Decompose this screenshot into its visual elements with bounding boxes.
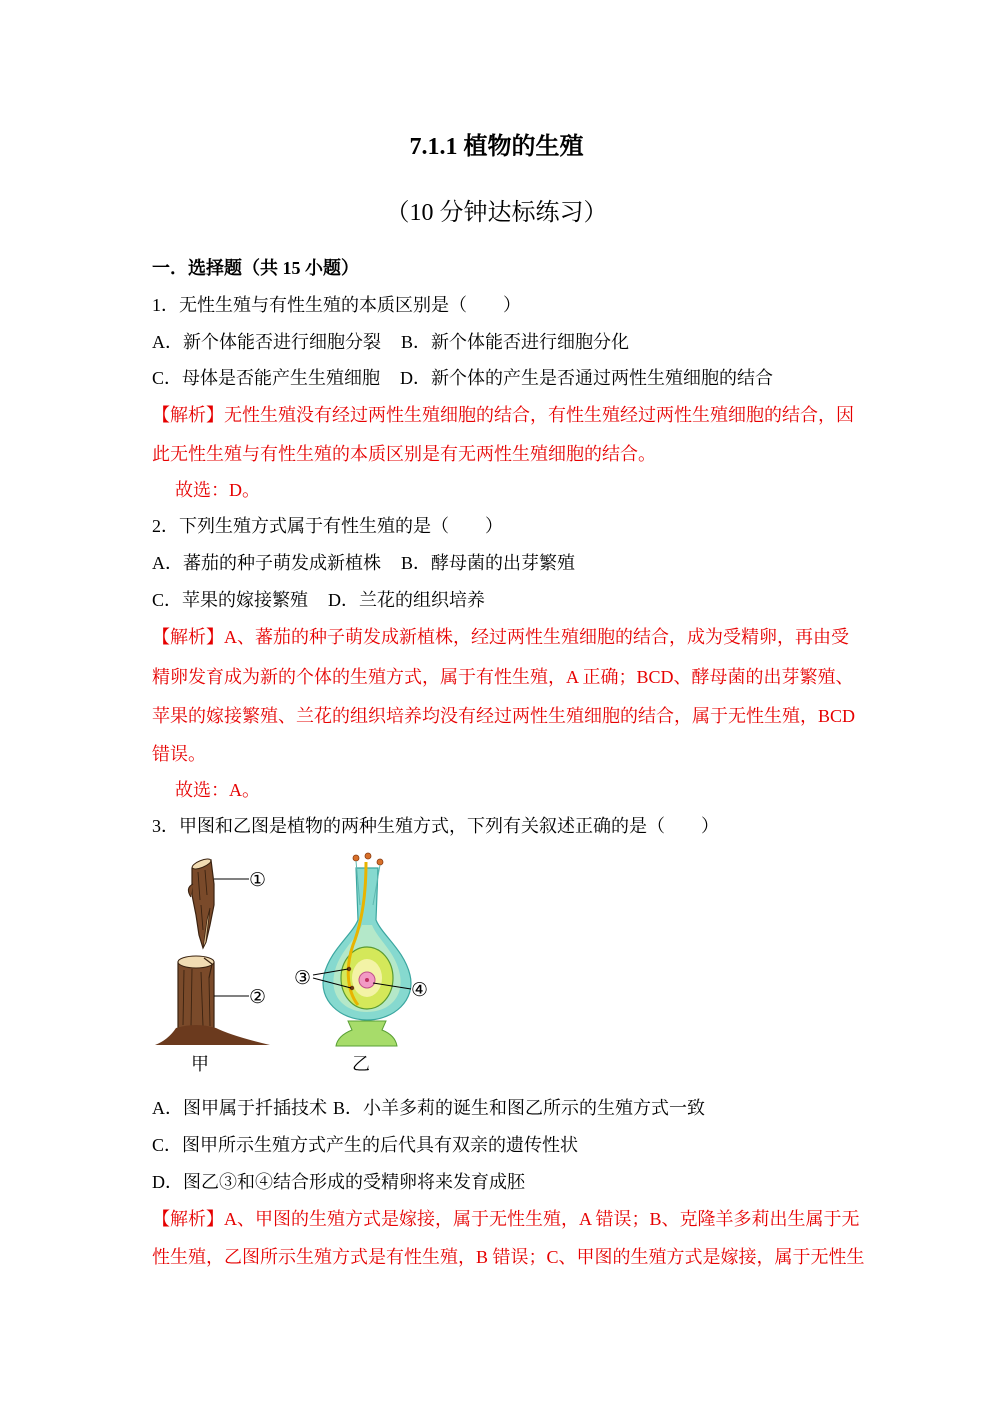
option-d: D．兰花的组织培养	[328, 590, 486, 610]
option-row	[152, 324, 845, 360]
option-a: A．蕃茄的种子萌发成新植株	[152, 553, 381, 573]
analysis-text: 无性生殖没有经过两性生殖细胞的结合，有性生殖经过两性生殖细胞的结合，因	[224, 405, 854, 425]
page-title: 7.1.1 植物的生殖	[409, 134, 584, 160]
egg-nucleus	[365, 978, 369, 982]
option-a: A．图甲属于扦插技术	[152, 1098, 327, 1118]
analysis-text: A、蕃茄的种子萌发成新植株，经过两性生殖细胞的结合，成为受精卵，再由受	[224, 627, 849, 647]
figure-yi	[294, 853, 428, 1075]
pollen-grain	[365, 853, 371, 859]
callout-1-label: ①	[249, 869, 267, 891]
option-c: C．母体是否能产生生殖细胞	[152, 368, 381, 388]
analysis-line	[152, 619, 849, 655]
question-stem: 1．无性生殖与有性生殖的本质区别是（ ）	[152, 295, 521, 315]
option-c: C．苹果的嫁接繁殖	[152, 590, 309, 610]
option-row	[152, 1090, 845, 1126]
figure-caption-jia: 甲	[191, 1054, 209, 1075]
question-stem: 3．甲图和乙图是植物的两种生殖方式，下列有关叙述正确的是（ ）	[152, 816, 719, 836]
option-d: D．新个体的产生是否通过两性生殖细胞的结合	[400, 368, 774, 388]
answer-line: 故选：A。	[175, 780, 260, 800]
receptacle	[336, 1021, 397, 1046]
analysis-line: 此无性生殖与有性生殖的本质区别是有无两性生殖细胞的结合。	[152, 444, 656, 464]
section-heading: 一．选择题（共 15 小题）	[152, 258, 359, 278]
analysis-line	[152, 1201, 860, 1237]
option-d: D．图乙③和④结合形成的受精卵将来发育成胚	[152, 1172, 525, 1192]
answer-line: 故选：D。	[175, 480, 260, 500]
option-row	[152, 360, 845, 396]
page-subtitle: （10 分钟达标练习）	[385, 200, 608, 226]
pollen-grain	[377, 859, 383, 865]
callout-3-label: ③	[294, 967, 312, 989]
option-row	[152, 1164, 845, 1200]
analysis-label: 【解析】	[152, 1209, 224, 1229]
analysis-line: 错误。	[152, 744, 206, 764]
figure-caption-yi: 乙	[352, 1054, 370, 1075]
callout-2-label: ②	[249, 986, 267, 1008]
callout-4-label: ④	[411, 979, 429, 1001]
analysis-label: 【解析】	[152, 405, 224, 425]
option-row	[152, 582, 845, 618]
analysis-label: 【解析】	[152, 627, 224, 647]
analysis-text: A、甲图的生殖方式是嫁接，属于无性生殖，A 错误；B、克隆羊多莉出生属于无	[224, 1209, 860, 1229]
pollen-grain	[353, 855, 359, 861]
option-c: C．图甲所示生殖方式产生的后代具有双亲的遗传性状	[152, 1135, 579, 1155]
analysis-line: 性生殖，乙图所示生殖方式是有性生殖，B 错误；C、甲图的生殖方式是嫁接，属于无性生	[152, 1247, 865, 1267]
analysis-line: 精卵发育成为新的个体的生殖方式，属于有性生殖，A 正确；BCD、酵母菌的出芽繁殖、	[152, 667, 854, 687]
figure-jia	[155, 857, 270, 1075]
option-b: B．新个体能否进行细胞分化	[401, 332, 630, 352]
option-row	[152, 545, 845, 581]
analysis-line: 苹果的嫁接繁殖、兰花的组织培养均没有经过两性生殖细胞的结合，属于无性生殖，BCD	[152, 706, 856, 726]
option-row	[152, 1127, 845, 1163]
option-b: B．酵母菌的出芽繁殖	[401, 553, 576, 573]
scion	[192, 860, 214, 948]
ground	[155, 1025, 270, 1045]
question-stem: 2．下列生殖方式属于有性生殖的是（ ）	[152, 516, 503, 536]
plant-reproduction-figure	[150, 845, 440, 1085]
analysis-line	[152, 397, 854, 433]
option-b: B．小羊多莉的诞生和图乙所示的生殖方式一致	[333, 1098, 706, 1118]
option-a: A．新个体能否进行细胞分裂	[152, 332, 381, 352]
